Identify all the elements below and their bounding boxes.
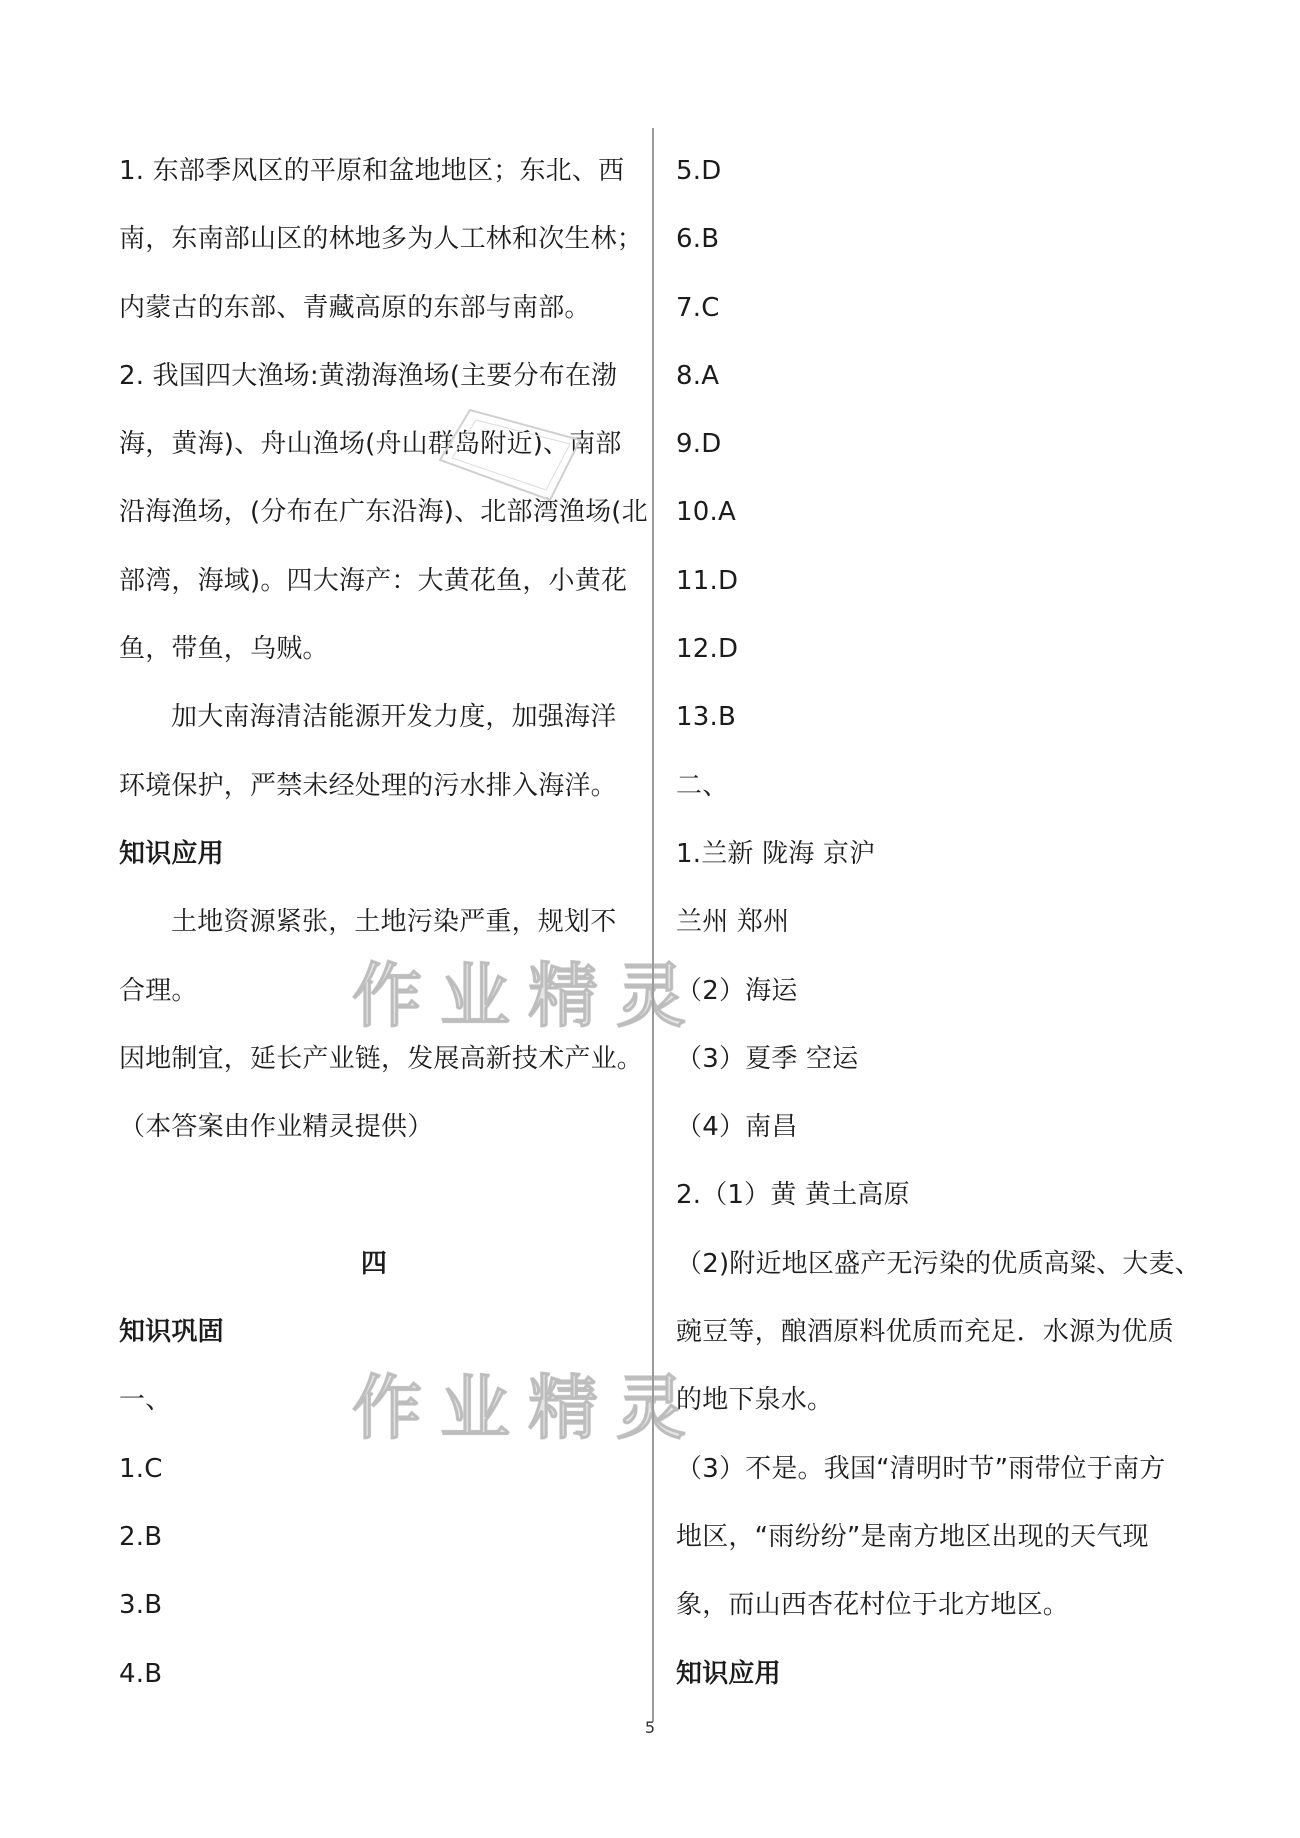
text-line: 9.D xyxy=(676,429,722,460)
text-line xyxy=(119,1161,639,1229)
text-line: 二、 xyxy=(676,770,729,801)
text-line: （本答案由作业精灵提供） xyxy=(119,1112,434,1143)
text-line: 8.A xyxy=(676,360,720,391)
watermark-text: 作业精灵 xyxy=(352,1367,704,1449)
text-line: 地区，“雨纷纷”是南方地区出现的天气现 xyxy=(676,1521,1149,1552)
text-line: 2. 我国四大渔场:黄渤海渔场(主要分布在渤 xyxy=(119,360,618,391)
section-heading: 知识应用 xyxy=(119,838,224,869)
text-line: 3.B xyxy=(119,1590,163,1621)
text-line: 加大南海清洁能源开发力度，加强海洋 xyxy=(171,702,617,733)
text-line: （4）南昌 xyxy=(676,1112,798,1143)
text-line: （2）海运 xyxy=(676,975,798,1006)
text-line: 2.（1）黄 黄土高原 xyxy=(676,1180,910,1211)
text-line: 土地资源紧张，土地污染严重，规划不 xyxy=(171,907,617,938)
text-line: 5.D xyxy=(676,156,722,186)
text-line: 环境保护，严禁未经处理的污水排入海洋。 xyxy=(119,770,617,801)
section-heading: 四 xyxy=(360,1248,388,1279)
text-line: 合理。 xyxy=(119,975,198,1006)
text-line: 豌豆等，酿酒原料优质而充足．水源为优质 xyxy=(676,1317,1174,1348)
text-line: 13.B xyxy=(676,702,736,733)
column-divider xyxy=(652,128,654,1722)
text-line: 7.C xyxy=(676,292,720,323)
text-line: 1.C xyxy=(119,1453,163,1484)
text-line: 海，黄海)、舟山渔场(舟山群岛附近)、南部 xyxy=(119,429,622,460)
text-line: 1. 东部季风区的平原和盆地地区；东北、西 xyxy=(119,156,625,186)
text-line: 2.B xyxy=(119,1521,163,1552)
section-heading: 知识应用 xyxy=(676,1658,781,1689)
text-line: 部湾，海域)。四大海产：大黄花鱼，小黄花 xyxy=(119,565,628,596)
text-line: 12.D xyxy=(676,634,739,665)
section-heading: 知识巩固 xyxy=(119,1317,224,1348)
text-line: 因地制宜，延长产业链，发展高新技术产业。 xyxy=(119,1043,644,1074)
text-line: 10.A xyxy=(676,497,736,528)
text-line: 鱼，带鱼，乌贼。 xyxy=(119,634,329,665)
right-column xyxy=(676,137,1201,1708)
text-line: （3）夏季 空运 xyxy=(676,1043,859,1074)
text-line: 兰州 郑州 xyxy=(676,907,790,938)
text-line: 南，东南部山区的林地多为人工林和次生林； xyxy=(119,224,644,255)
page-number: 5 xyxy=(644,1718,656,1737)
text-line: 一、 xyxy=(119,1385,172,1416)
text-line: 的地下泉水。 xyxy=(676,1385,834,1416)
text-line: 内蒙古的东部、青藏高原的东部与南部。 xyxy=(119,292,591,323)
text-line: （3）不是。我国“清明时节”雨带位于南方 xyxy=(676,1453,1166,1484)
text-line: （2)附近地区盛产无污染的优质高粱、大麦、 xyxy=(676,1248,1201,1279)
text-line: 沿海渔场，(分布在广东沿海)、北部湾渔场(北 xyxy=(119,497,648,528)
watermark-text: 作业精灵 xyxy=(352,955,704,1037)
text-line: 1.兰新 陇海 京沪 xyxy=(676,838,876,869)
text-line: 11.D xyxy=(676,565,739,596)
text-line: 6.B xyxy=(676,224,720,255)
left-column xyxy=(119,137,648,1708)
text-line: 4.B xyxy=(119,1658,163,1689)
text-line: 象，而山西杏花村位于北方地区。 xyxy=(676,1590,1070,1621)
